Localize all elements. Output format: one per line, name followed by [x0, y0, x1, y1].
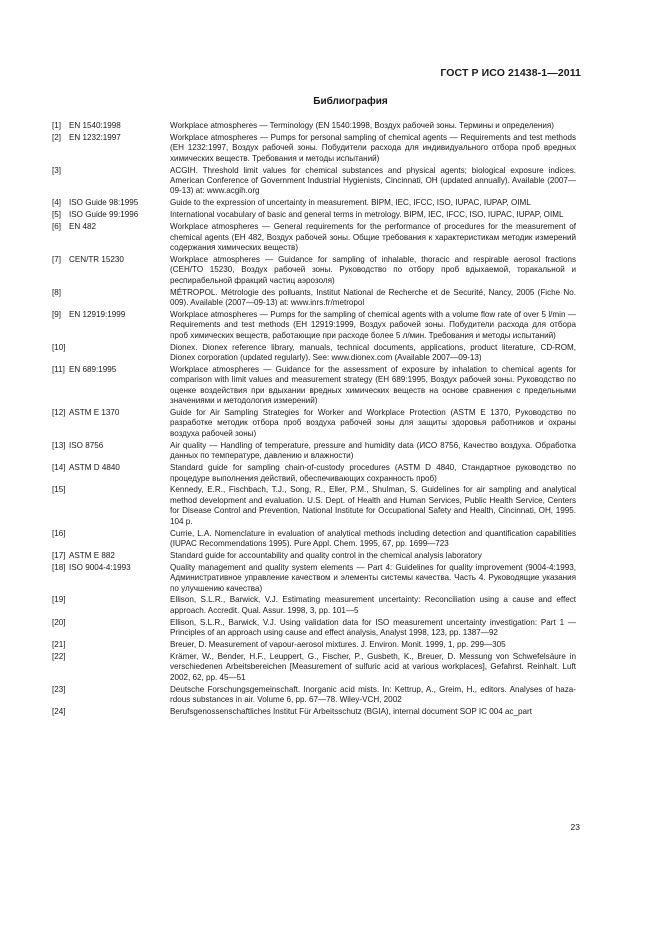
entry-reference: ISO 8756	[69, 440, 104, 450]
bibliography-entry	[52, 652, 576, 683]
entry-text: Kennedy, E.R., Fischbach, T.J., Song, R., Eller, P.M., Shulman, S. Guidelines for air sampling and analytical method development and evaluation. U.S. Dept. of Health and Human Services, Public Health Service, Centers for Disease Control and Prevention, National Institute for Occupational Safety and Health, Cincinnati, OH, 1995. 104 p.	[170, 485, 576, 526]
entry-reference: ISO Guide 99:1996	[69, 210, 139, 220]
entry-number: [9]	[52, 309, 61, 319]
bibliography-entry	[52, 618, 576, 639]
entry-reference: ISO 9004-4:1993	[69, 562, 131, 572]
entry-reference	[69, 485, 170, 527]
entry-number: [17]	[52, 550, 66, 560]
entry-reference: EN 1540:1998	[69, 121, 121, 130]
bibliography-entry	[52, 485, 576, 527]
entry-number: [4]	[52, 198, 61, 208]
entry-number: [8]	[52, 287, 61, 297]
entry-number: [19]	[52, 595, 66, 605]
bibliography-entry	[52, 529, 576, 550]
entry-number: [7]	[52, 254, 61, 264]
entry-text: Workplace atmospheres — Guidance for sampling of inhalable, thoracic and respirable aerosol fractions (CEH/TO 15230, Воздух рабочей зоны. Руководство по отбору проб вдыхаемой, торакальной и респирабельной фракций частиц аэрозоля)	[170, 254, 576, 285]
entry-reference: EN 12919:1999	[69, 309, 126, 319]
entry-number: [20]	[52, 617, 66, 627]
page-title: Библиография	[313, 96, 388, 107]
standard-designation: ГОСТ Р ИСО 21438-1—2011	[440, 67, 581, 79]
entry-text: Breuer, D. Measurement of vapour-aerosol mixtures. J. Environ. Monit. 1999, 1, pp. 299—305	[170, 640, 506, 650]
entry-number: [22]	[52, 652, 66, 661]
entry-reference	[69, 166, 170, 197]
entry-reference: EN 482	[69, 222, 96, 232]
bibliography-entry	[52, 707, 576, 717]
bibliography-entry	[52, 408, 576, 439]
entry-text: International vocabulary of basic and general terms in metrology. BIPM, IEC, IFCC, ISO, IUPAC, IUPAP, OIML	[170, 210, 564, 220]
entry-number: [11]	[52, 364, 65, 374]
entry-number: [2]	[52, 132, 61, 142]
entry-number: [6]	[52, 222, 61, 232]
entry-text: Krämer, W., Bender, H.F., Leuppert, G., Fischer, P., Gusbeth, K., Breuer, D. Messung von Schwefelsäure in verschiedenen Arbeitsbereichen [Measurement of sulfuric acid at various workplaces], Gefahrst. Reinhalt. Luft 2002, 62, pp. 45—51	[170, 652, 576, 682]
entry-reference	[69, 640, 170, 650]
entry-reference	[69, 595, 170, 616]
entry-reference: ASTM E 1370	[69, 408, 120, 418]
bibliography-entry	[52, 133, 576, 164]
entry-text: Dionex. Dionex reference library, manuals, technical documents, applications, product literature, CD-ROM, Dionex corporation (updated regularly). See: www.dionex.com (Available 2007—09-13)	[170, 342, 576, 363]
entry-text: Quality management and quality system elements — Part 4: Guidelines for quality improvement (9004-4:1993, Административное управление качеством и элементы системы качества. Часть 4. Руководящие указания по улучшению качества)	[170, 562, 576, 593]
bibliography-entry	[52, 121, 576, 131]
entry-reference: ASTM D 4840	[69, 463, 120, 473]
bibliography-list	[52, 121, 576, 719]
entry-text: Workplace atmospheres — Pumps for personal sampling of chemical agents — Requirements and test methods (EH 1232:1997, Воздух рабочей зоны. Побудители расхода для индивидуального отбора проб вредных химических веществ. Требования и методы испытаний)	[170, 132, 576, 163]
bibliography-entry	[52, 288, 576, 309]
entry-text: Workplace atmospheres — Terminology (EN 1540:1998, Воздух рабочей зоны. Термины и определения)	[170, 121, 554, 130]
entry-number: [14]	[52, 463, 66, 473]
entry-text: Ellison, S.L.R., Barwick, V.J. Using validation data for ISO measurement uncertainty investigation: Part 1 — Principles of an approach using cause and effect analysis, Analyst 1998, 123, pp. 1387—92	[170, 617, 576, 638]
entry-reference	[69, 288, 170, 309]
entry-text: ACGIH. Threshold limit values for chemical substances and physical agents; biological exposure indices. American Conference of Government Industrial Hygienists, Cincinnati, OH (updated annually). Available (2007—09-13) at: www.acgih.org	[170, 165, 576, 196]
entry-reference: CEN/TR 15230	[69, 254, 124, 264]
entry-number: [13]	[52, 440, 66, 450]
entry-number: [24]	[52, 707, 66, 717]
bibliography-entry	[52, 640, 576, 650]
entry-reference	[69, 618, 170, 639]
bibliography-entry	[52, 255, 576, 286]
bibliography-entry	[52, 198, 576, 208]
entry-text: Standard guide for accountability and quality control in the chemical analysis laboratory	[170, 550, 482, 560]
bibliography-entry	[52, 551, 576, 561]
bibliography-entry	[52, 595, 576, 616]
entry-reference: EN 689:1995	[69, 364, 117, 374]
bibliography-entry	[52, 463, 576, 484]
bibliography-entry	[52, 166, 576, 197]
entry-text: Deutsche Forschungsgemeinschaft. Inorganic acid mists. In: Kettrup, A., Greim, H., editors. Analyses of haza-rdous substances in air. Volume 6, pp. 67—78. Wiley-VCH, 2002	[170, 684, 576, 705]
entry-reference: ISO Guide 98:1995	[69, 198, 139, 208]
entry-text: Workplace atmospheres — Pumps for the sampling of chemical agents with a volume flow rate of over 5 l/min — Requirements and test methods (EH 12919:1999, Воздух рабочей зоны. Побудители расхода для отбора проб химических веществ, работающие при расходе более 5 л/мин. Требования и методы испытаний)	[170, 309, 576, 340]
entry-text: Air quality — Handling of temperature, pressure and humidity data (ИСО 8756, Качество воздуха. Обработка данных по температуре, давлению и влажности)	[170, 440, 576, 461]
bibliography-entry	[52, 343, 576, 364]
bibliography-entry	[52, 222, 576, 253]
bibliography-entry	[52, 563, 576, 594]
entry-reference: EN 1232:1997	[69, 132, 121, 142]
entry-text: Guide to the expression of uncertainty in measurement. BIPM, IEC, IFCC, ISO, IUPAC, IUPAP, OIML	[170, 198, 531, 208]
bibliography-entry	[52, 365, 576, 407]
entry-reference: ASTM E 882	[69, 550, 115, 560]
entry-reference	[69, 707, 170, 717]
entry-text: Workplace atmospheres — Guidance for the assessment of exposure by inhalation to chemical agents for comparison with limit values and measurement strategy (EH 689:1995, Воздух рабочей зоны. Руководство по оценке воздействия при вдыхании вредных химических веществ на основе сравнения с предельными значениями и методология измерений)	[170, 364, 576, 406]
entry-number: [16]	[52, 528, 66, 538]
entry-number: [1]	[52, 121, 61, 130]
entry-number: [15]	[52, 485, 66, 495]
entry-number: [10]	[52, 342, 66, 352]
entry-number: [5]	[52, 210, 61, 220]
entry-number: [21]	[52, 640, 66, 650]
entry-text: Guide for Air Sampling Strategies for Worker and Workplace Protection (ASTM E 1370, Руководство по разработке методик отбора проб воздуха рабочей зоны для защиты здоровья работников и охраны воздуха рабочей зоны)	[170, 408, 576, 438]
bibliography-entry	[52, 441, 576, 462]
entry-reference	[69, 343, 170, 364]
entry-text: Standard guide for sampling chain-of-custody procedures (ASTM D 4840, Стандартное руководство по процедуре выполнения действий, обеспечивающих сохранность проб)	[170, 463, 576, 483]
entry-number: [3]	[52, 165, 61, 175]
entry-text: Workplace atmospheres — General requirements for the performance of procedures for the measurement of chemical agents (EH 482, Воздух рабочей зоны. Общие требования к характеристикам методик измерений содержания химических веществ)	[170, 222, 576, 252]
entry-text: Berufsgenossenschaftliches Institut Für Arbeitsschutz (BGIA), internal document SOP IC 004 ac_part	[170, 707, 532, 717]
entry-text: Currie, L.A. Nomenclature in evaluation of analytical methods including detection and quantification capabilities (IUPAC Recommendations 1995). Pure Appl. Chem. 1995, 67, pp. 1699—723	[170, 528, 576, 548]
entry-reference	[69, 652, 170, 683]
bibliography-entry	[52, 310, 576, 341]
entry-text: Ellison, S.L.R., Barwick, V.J. Estimating measurement uncertainty: Reconciliation using a cause and effect approach. Accredit. Qual. Assur. 1998, 3, pp. 101—5	[170, 595, 576, 615]
entry-number: [23]	[52, 684, 66, 694]
entry-number: [12]	[52, 408, 66, 418]
entry-reference	[69, 685, 170, 706]
entry-reference	[69, 529, 170, 550]
page-number: 23	[570, 822, 580, 832]
entry-text: MÉTROPOL. Métrologie des polluants, Institut National de Recherche et de Securité, Nancy, 2005 (Fiche No. 009). Available (2007—09-13) at: www.inrs.fr/metropol	[170, 287, 576, 307]
bibliography-entry	[52, 210, 576, 220]
entry-number: [18]	[52, 562, 66, 572]
bibliography-entry	[52, 685, 576, 706]
